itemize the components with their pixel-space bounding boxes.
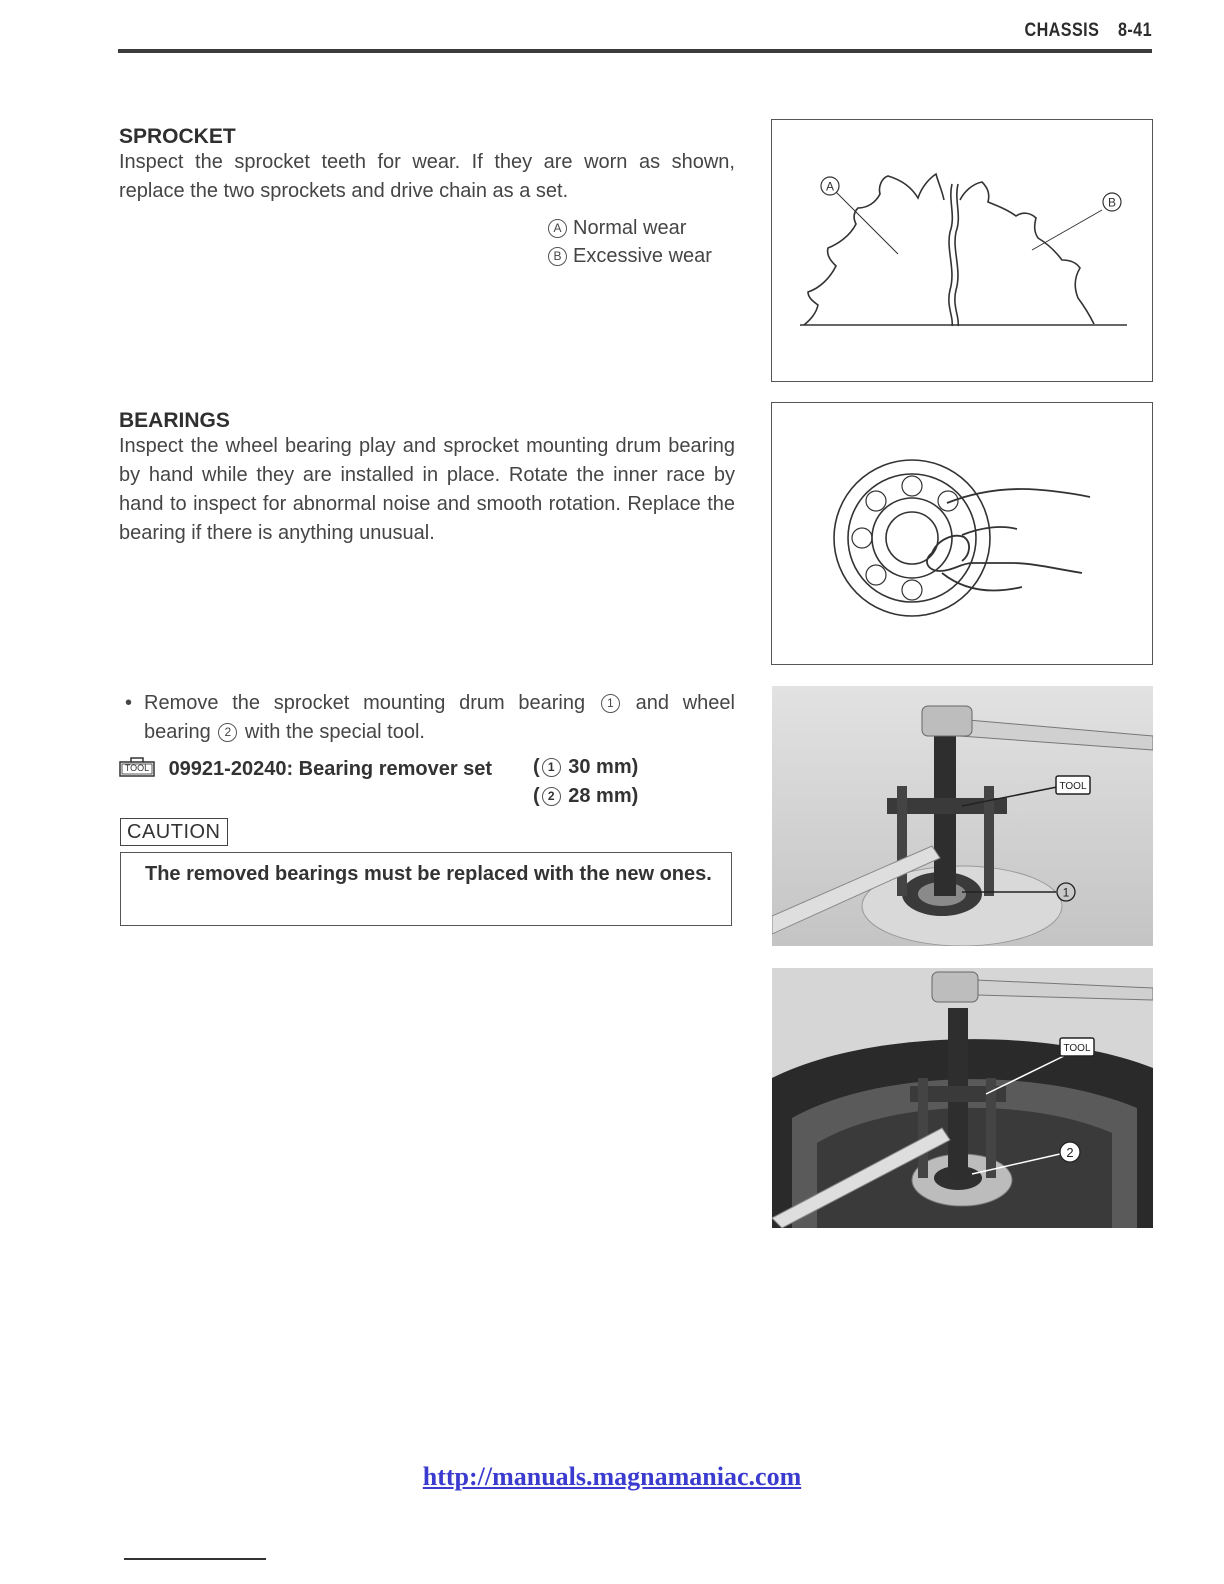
- caution-text: The removed bearings must be replaced with the new ones.: [145, 863, 712, 885]
- callout-a: A: [825, 179, 835, 194]
- tool-badge-label-2: TOOL: [1063, 1043, 1091, 1054]
- remover-leg-left: [897, 786, 907, 896]
- bullet-text-3: with the special tool.: [244, 721, 425, 743]
- sprocket-left-teeth: [804, 174, 944, 325]
- removal-bullet: [119, 689, 735, 747]
- mark-a: A: [548, 219, 567, 238]
- size-1: 30 mm: [568, 756, 632, 778]
- bearing-inner-race: [872, 498, 952, 578]
- break-line: [949, 184, 952, 326]
- page-number: 8-41: [1117, 20, 1152, 41]
- bearing-remover-photo-1: [772, 686, 1153, 946]
- callout-1: 1: [1062, 885, 1070, 900]
- bearing-balls: [852, 476, 958, 600]
- legend-item-b: [548, 242, 712, 270]
- size-1-line: ( 1 30 mm): [533, 756, 639, 778]
- callout-2: 2: [1066, 1145, 1074, 1160]
- ratchet-head: [922, 706, 972, 736]
- tool-part-number: 09921-20240: Bearing remover set: [168, 758, 493, 780]
- caution-label: CAUTION: [120, 818, 228, 846]
- size-2-line: ( 2 28 mm): [533, 785, 639, 807]
- mark-b: B: [548, 247, 567, 266]
- mark-2: 2: [218, 723, 237, 742]
- sprocket-figure: [771, 119, 1153, 382]
- bearings-text: Inspect the wheel bearing play and sprocket mounting drum bearing by hand while they are installed in place. Rotate the inner race by hand to inspect for abnormal noise and smooth rotation. Replace the bearing if there is anything unusual.: [119, 435, 735, 544]
- bearing-bore: [886, 512, 938, 564]
- leader-a: [836, 192, 898, 254]
- legend-label-a: Normal wear: [573, 217, 687, 239]
- sprocket-heading: SPROCKET: [119, 125, 236, 148]
- size-mark-2: 2: [542, 787, 561, 806]
- legend-item-a: [548, 214, 712, 242]
- header-rule: [118, 49, 1152, 53]
- sprocket-text: Inspect the sprocket teeth for wear. If they are worn as shown, replace the two sprockets and drive chain as a set.: [119, 151, 735, 202]
- section-title: CHASSIS: [1024, 20, 1100, 41]
- bullet-text-2: and wheel bearing: [144, 692, 735, 743]
- callout-b: B: [1107, 195, 1117, 210]
- ratchet-head-2: [932, 972, 978, 1002]
- bullet-dot: •: [125, 692, 133, 714]
- footer-rule: [124, 1558, 266, 1560]
- remover-leg-left-2: [918, 1078, 928, 1178]
- page-header: [1006, 20, 1152, 42]
- bullet-text-1: Remove the sprocket mounting drum bearing: [144, 692, 586, 714]
- sprocket-legend: [548, 214, 712, 270]
- sprocket-right-teeth: [960, 182, 1094, 324]
- mark-1: 1: [601, 694, 620, 713]
- bearing-outer-ring: [834, 460, 990, 616]
- bearings-heading: BEARINGS: [119, 409, 230, 432]
- photo-2-drawing: [772, 968, 1153, 1228]
- bearing-remover-photo-2: [772, 968, 1153, 1228]
- photo-1-drawing: [772, 686, 1153, 946]
- bearing-figure: [771, 402, 1153, 665]
- remover-leg-right: [984, 786, 994, 896]
- bearing-drawing: [772, 403, 1152, 664]
- sprocket-drawing: [772, 120, 1152, 381]
- tool-badge-label: TOOL: [1059, 781, 1087, 792]
- leader-b: [1032, 210, 1102, 250]
- tool-icon: [119, 756, 155, 776]
- size-mark-1: 1: [542, 758, 561, 777]
- footer-url-link[interactable]: http://manuals.magnamaniac.com: [422, 1462, 802, 1491]
- legend-label-b: Excessive wear: [573, 245, 712, 267]
- size-2: 28 mm: [568, 785, 632, 807]
- tool-spec-line: [119, 756, 492, 781]
- tool-icon-label: TOOL: [124, 763, 150, 773]
- break-line-2: [955, 184, 958, 326]
